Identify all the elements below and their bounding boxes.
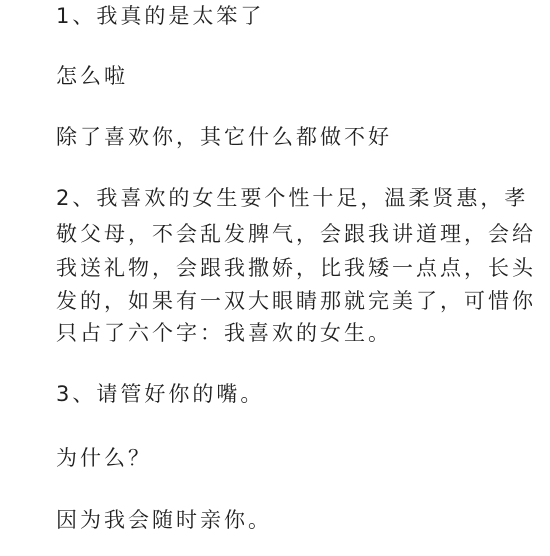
note-line-5: 敬父母，不会乱发脾气，会跟我讲道理，会给: [56, 222, 536, 246]
note-line-3: 除了喜欢你，其它什么都做不好: [56, 125, 392, 149]
note-line-11: 因为我会随时亲你。: [56, 508, 272, 532]
note-line-8: 只占了六个字：我喜欢的女生。: [56, 321, 392, 345]
note-line-1: 1、我真的是太笨了: [56, 4, 265, 28]
note-line-6: 我送礼物，会跟我撒娇，比我矮一点点，长头: [56, 256, 536, 280]
note-line-10: 为什么？: [56, 446, 152, 470]
note-line-9: 3、请管好你的嘴。: [56, 382, 265, 406]
note-line-4: 2、我喜欢的女生要个性十足，温柔贤惠，孝: [56, 186, 529, 210]
note-line-2: 怎么啦: [56, 64, 128, 88]
note-line-7: 发的，如果有一双大眼睛那就完美了，可惜你: [56, 289, 536, 313]
